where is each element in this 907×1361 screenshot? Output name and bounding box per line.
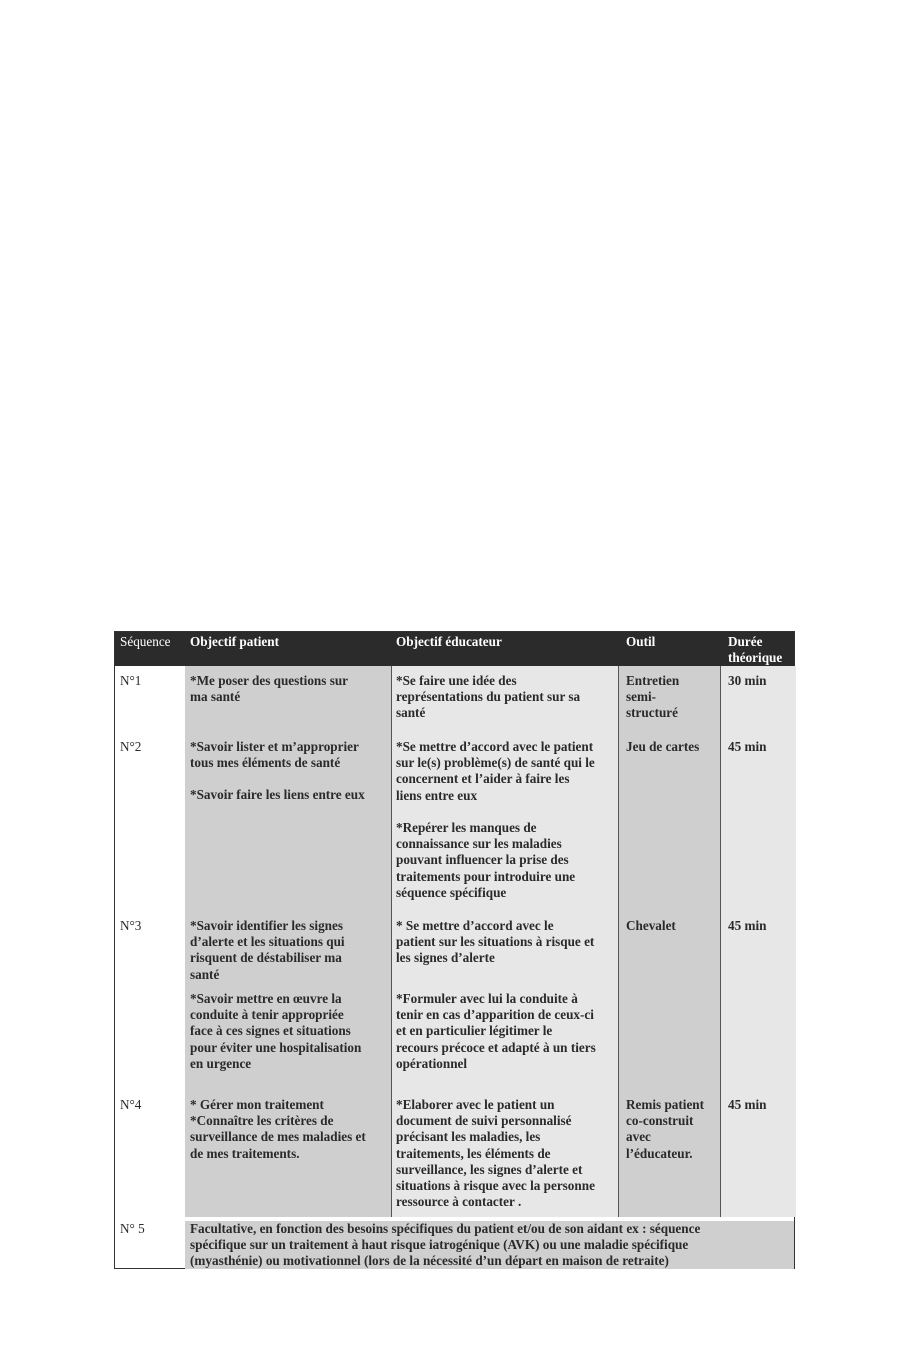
row4-objectif-educateur — [396, 1097, 595, 1210]
row1-objectif-patient — [190, 673, 348, 705]
table-header — [115, 632, 794, 666]
education-sequence-table — [114, 631, 795, 1269]
text-line: Remis patient — [626, 1097, 705, 1112]
row3-objectif-patient-a — [190, 918, 345, 983]
text-line: ma santé — [190, 689, 241, 705]
text-line: semi- — [626, 689, 657, 705]
row3-sequence: N°3 — [120, 918, 142, 933]
row5-sequence: N° 5 — [120, 1221, 145, 1236]
header-duree-line2: théorique — [728, 650, 783, 665]
row1-outil — [626, 673, 679, 722]
text-line: l’éducateur. — [626, 1145, 693, 1161]
row4-objectif-patient — [190, 1097, 366, 1162]
text-line: ressource à contacter . — [396, 1194, 522, 1210]
text-line: précisant les maladies, les — [396, 1129, 541, 1145]
text-line: surveillance, les signes d’alerte et — [396, 1161, 583, 1177]
row2-objectif-educateur-b — [396, 820, 575, 901]
header-objectif-patient: Objectif patient — [190, 634, 279, 649]
row2-objectif-patient-b — [190, 787, 365, 803]
row3-outil: Chevalet — [626, 918, 676, 933]
row1-objectif-educateur — [396, 673, 580, 722]
text-line: *Savoir faire les liens entre eux — [190, 787, 365, 802]
header-outil: Outil — [626, 634, 656, 649]
text-line: d’alerte et les situations qui — [190, 934, 345, 950]
table-body — [115, 666, 794, 1217]
text-line: de mes traitements. — [190, 1145, 300, 1161]
text-line: santé — [396, 705, 426, 721]
text-line: liens entre eux — [396, 787, 478, 803]
header-duree — [728, 634, 782, 666]
text-line: surveillance de mes maladies et — [190, 1129, 366, 1145]
row3-objectif-educateur-b — [396, 991, 596, 1072]
row1-sequence: N°1 — [120, 673, 142, 688]
text-line: les signes d’alerte — [396, 950, 495, 966]
text-line: *Savoir lister et m’approprier — [190, 739, 359, 754]
text-line: *Elaborer avec le patient un — [396, 1097, 555, 1112]
text-line: pouvant influencer la prise des — [396, 852, 569, 868]
row3-duree: 45 min — [728, 918, 767, 933]
text-line: séquence spécifique — [396, 884, 507, 900]
header-duree-line1: Durée — [728, 634, 763, 649]
text-line: santé — [190, 966, 220, 982]
text-line: document de suivi personnalisé — [396, 1113, 572, 1129]
text-line: conduite à tenir appropriée — [190, 1007, 344, 1023]
row2-objectif-patient-a — [190, 739, 359, 771]
text-line: connaissance sur les maladies — [396, 836, 562, 852]
text-line: opérationnel — [396, 1055, 468, 1071]
text-line: * Gérer mon traitement — [190, 1097, 324, 1112]
text-line: *Connaître les critères de — [190, 1113, 334, 1129]
text-line: structuré — [626, 705, 678, 721]
text-line: co-construit — [626, 1113, 694, 1129]
text-line: face à ces signes et situations — [190, 1023, 351, 1039]
text-line: risquent de déstabiliser ma — [190, 950, 342, 966]
text-line: *Me poser des questions sur — [190, 673, 349, 688]
row3-objectif-educateur-a — [396, 918, 594, 967]
text-line: concernent et l’aider à faire les — [396, 771, 570, 787]
row4-duree: 45 min — [728, 1097, 767, 1112]
text-line: *Se mettre d’accord avec le patient — [396, 739, 594, 754]
text-line: *Repérer les manques de — [396, 820, 537, 835]
text-line: *Savoir mettre en œuvre la — [190, 991, 342, 1006]
text-line: avec — [626, 1129, 651, 1145]
text-line: en urgence — [190, 1055, 252, 1071]
row2-outil: Jeu de cartes — [626, 739, 700, 754]
row2-duree: 45 min — [728, 739, 767, 754]
row4-sequence: N°4 — [120, 1097, 142, 1112]
header-sequence: Séquence — [120, 634, 171, 649]
text-line: *Se faire une idée des — [396, 673, 517, 688]
text-line: Entretien — [626, 673, 680, 688]
text-line: pour éviter une hospitalisation — [190, 1039, 362, 1055]
text-line: (myasthénie) ou motivationnel (lors de la nécessité d’un départ en maison de retraite) — [190, 1253, 669, 1269]
text-line: traitements pour introduire une — [396, 868, 576, 884]
row2-sequence: N°2 — [120, 739, 142, 754]
text-line: * Se mettre d’accord avec le — [396, 918, 554, 933]
text-line: spécifique sur un traitement à haut risque iatrogénique (AVK) ou une maladie spécifique — [190, 1237, 689, 1253]
row3-objectif-patient-b — [190, 991, 361, 1072]
text-line: *Savoir identifier les signes — [190, 918, 344, 933]
header-objectif-educateur: Objectif éducateur — [396, 634, 502, 649]
text-line: recours précoce et adapté à un tiers — [396, 1039, 596, 1055]
text-line: représentations du patient sur sa — [396, 689, 581, 705]
text-line: patient sur les situations à risque et — [396, 934, 595, 950]
text-line: *Formuler avec lui la conduite à — [396, 991, 578, 1006]
text-line: tous mes éléments de santé — [190, 755, 341, 771]
row1-duree: 30 min — [728, 673, 767, 688]
text-line: Facultative, en fonction des besoins spécifiques du patient et/ou de son aidant ex : séquence — [190, 1221, 701, 1236]
text-line: tenir en cas d’apparition de ceux-ci — [396, 1007, 594, 1023]
row4-outil — [626, 1097, 704, 1162]
text-line: traitements, les éléments de — [396, 1145, 551, 1161]
text-line: situations à risque avec la personne — [396, 1178, 595, 1194]
text-line: et en particulier légitimer le — [396, 1023, 553, 1039]
row5-facultative-text — [190, 1221, 700, 1270]
row2-objectif-educateur-a — [396, 739, 595, 804]
text-line: sur le(s) problème(s) de santé qui le — [396, 755, 595, 771]
